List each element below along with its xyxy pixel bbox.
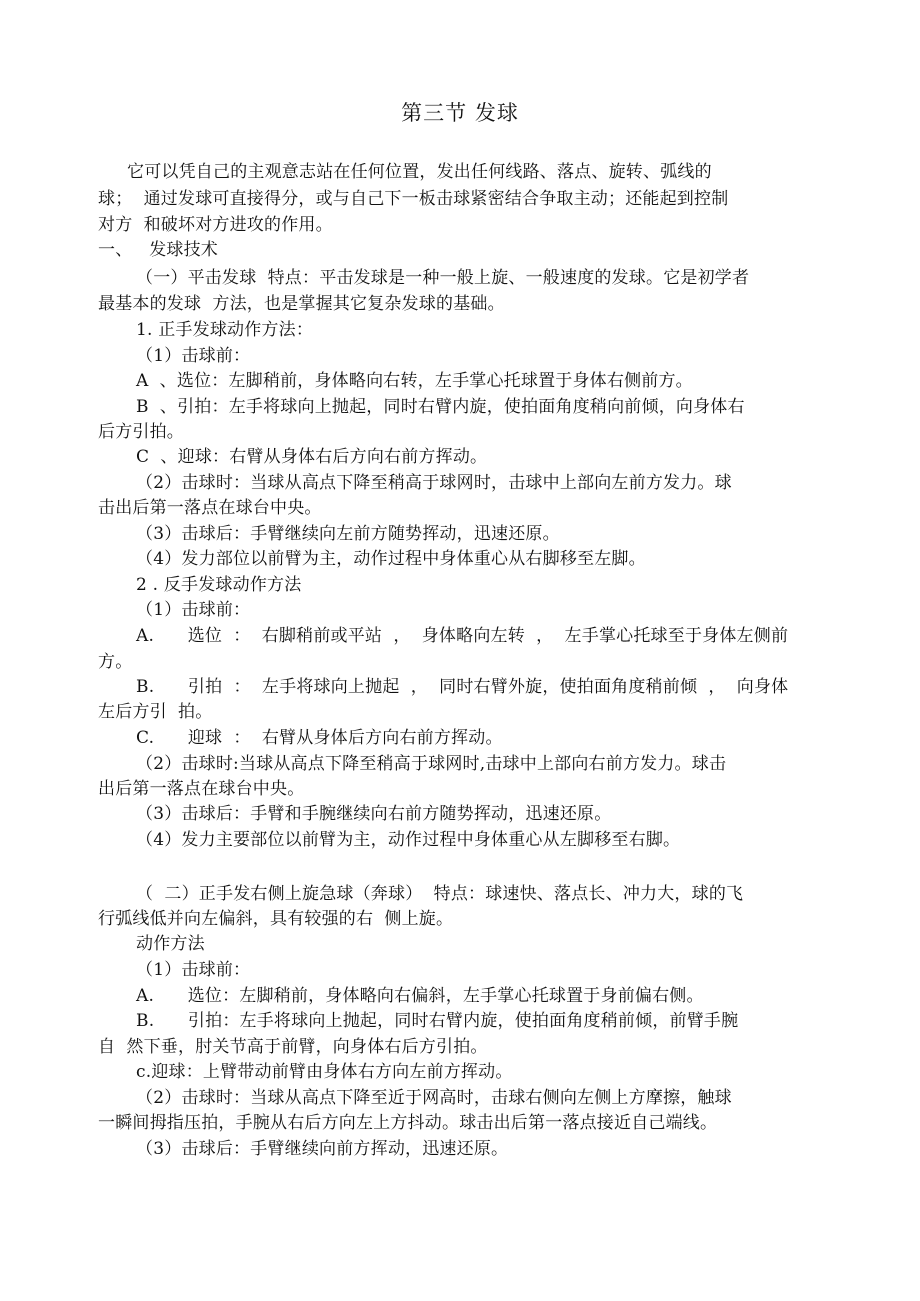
paragraph-line: 对方 和破坏对方进攻的作用。 (98, 215, 333, 235)
step-line: C 、迎球：右臂从身体右后方向右前方挥动。 (136, 447, 488, 467)
step-line: A 、选位：左脚稍前，身体略向右转，左手掌心托球置于身体右侧前方。 (136, 371, 693, 391)
step-line: 击出后第一落点在球台中央。 (98, 498, 322, 518)
step-line: （2）击球时：当球从高点下降至稍高于球网时，击球中上部向左前方发力。球 (136, 473, 732, 493)
step-line: （1）击球前： (136, 960, 251, 980)
step-line: 左后方引 拍。 (98, 702, 213, 722)
step-line: c.迎球：上臂带动前臂由身体右方向左前方挥动。 (136, 1062, 513, 1082)
step-line: （2）击球时:当球从高点下降至稍高于球网时,击球中上部向右前方发力。球击 (136, 754, 727, 774)
paragraph-line: 行弧线低并向左偏斜，具有较强的右 侧上旋。 (98, 909, 454, 929)
step-line: （3）击球后：手臂和手腕继续向右前方随势挥动，迅速还原。 (136, 804, 612, 824)
subheading-line: 动作方法 (136, 934, 205, 954)
step-line: （2）击球时：当球从高点下降至近于网高时，击球右侧向左侧上方摩擦，触球 (136, 1088, 732, 1108)
step-line: C. 迎球 ： 右臂从身体后方向右前方挥动。 (136, 728, 503, 748)
step-line: （4）发力主要部位以前臂为主，动作过程中身体重心从左脚移至右脚。 (136, 830, 681, 850)
step-line: （1）击球前： (136, 600, 251, 620)
step-line: 后方引拍。 (98, 422, 184, 442)
step-line: 自 然下垂，肘关节高于前臂，向身体右后方引拍。 (98, 1037, 488, 1057)
section-heading: 一、 发球技术 (98, 240, 219, 260)
step-line: B. 引拍：左手将球向上抛起，同时右臂内旋，使拍面角度稍前倾，前臂手腕 (136, 1011, 739, 1031)
section-title: 第三节 发球 (401, 101, 519, 125)
step-line: 方。 (98, 652, 133, 672)
subheading-line: 2 . 反手发球动作方法 (136, 575, 302, 595)
step-line: B 、引拍：左手将球向上抛起，同时右臂内旋，使拍面角度稍向前倾，向身体右 (136, 397, 745, 417)
step-line: A. 选位：左脚稍前，身体略向右偏斜，左手掌心托球置于身前偏右侧。 (136, 986, 704, 1006)
subheading-line: 1. 正手发球动作方法： (136, 320, 314, 340)
step-line: （1）击球前： (136, 346, 251, 366)
paragraph-line: （ 二）正手发右侧上旋急球（奔球） 特点：球速快、落点长、冲力大，球的飞 (136, 884, 744, 904)
step-line: （3）击球后：手臂继续向前方挥动，迅速还原。 (136, 1139, 509, 1159)
step-line: （4）发力部位以前臂为主，动作过程中身体重心从右脚移至左脚。 (136, 549, 646, 569)
paragraph-line: 它可以凭自己的主观意志站在任何位置，发出任何线路、落点、旋转、弧线的 (127, 162, 712, 182)
step-line: B. 引拍 ： 左手将球向上抛起 ， 同时右臂外旋，使拍面角度稍前倾 ， 向身体 (136, 677, 789, 697)
step-line: （3）击球后：手臂继续向左前方随势挥动，迅速还原。 (136, 524, 560, 544)
step-line: 一瞬间拇指压拍，手腕从右后方向左上方抖动。球击出后第一落点接近自己端线。 (98, 1113, 718, 1133)
step-line: A. 选位 ： 右脚稍前或平站 ， 身体略向左转 ， 左手掌心托球至于身体左侧前 (136, 626, 789, 646)
step-line: 出后第一落点在球台中央。 (98, 779, 305, 799)
paragraph-line: 球； 通过发球可直接得分，或与自己下一板击球紧密结合争取主动；还能起到控制 (98, 189, 729, 209)
paragraph-line: （一）平击发球 特点：平击发球是一种一般上旋、一般速度的发球。它是初学者 (136, 268, 750, 288)
paragraph-line: 最基本的发球 方法，也是掌握其它复杂发球的基础。 (98, 294, 505, 314)
